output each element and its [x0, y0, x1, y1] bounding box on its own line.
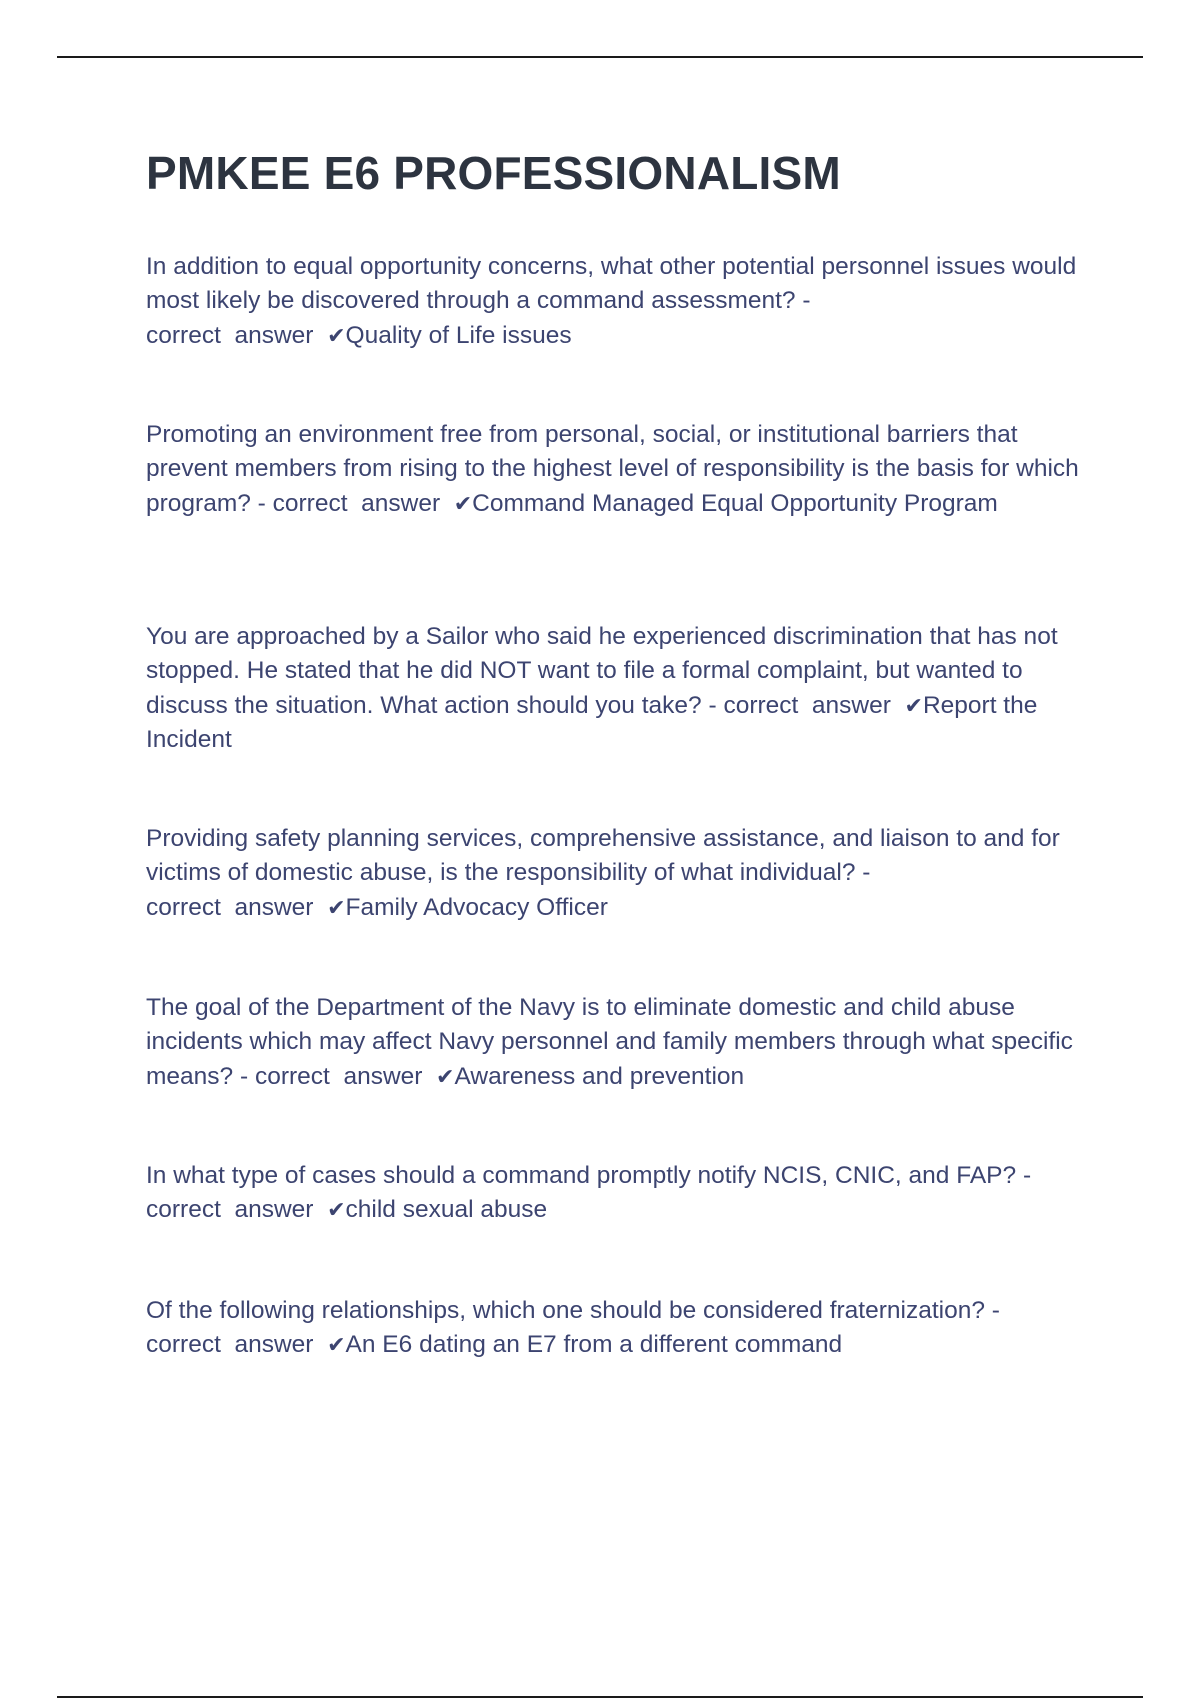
answer-label: correct answer [146, 321, 328, 349]
answer-label: correct answer [272, 489, 454, 517]
bottom-rule [57, 1696, 1143, 1698]
qa-item [146, 250, 1086, 353]
question-text: Providing safety planning services, comprehensive assistance, and liaison to and for victims of domestic abuse, is the responsibility of what individual? [146, 825, 1060, 887]
check-mark-icon: ✔ [436, 1063, 455, 1089]
answer-text: Command Managed Equal Opportunity Program [472, 489, 998, 517]
check-mark-icon: ✔ [327, 1332, 346, 1358]
answer-label: correct answer [723, 691, 905, 719]
separator: - [701, 691, 724, 719]
answer-text: An E6 dating an E7 from a different command [345, 1331, 843, 1359]
qa-item [146, 620, 1086, 757]
answer-label: correct answer [146, 893, 328, 921]
separator: - [1016, 1162, 1032, 1189]
separator: - [855, 859, 871, 887]
answer-label: correct answer [146, 1331, 328, 1359]
question-text: The goal of the Department of the Navy is to eliminate domestic and child abuse incidents which may affect Navy personnel and family members through what specific means? [146, 994, 1073, 1090]
answer-text: child sexual abuse [345, 1196, 548, 1224]
question-text: Promoting an environment free from personal, social, or institutional barriers that prevent members from rising to the highest level of responsibility is the basis for which program? [146, 421, 1079, 517]
check-mark-icon: ✔ [327, 894, 346, 920]
separator: - [250, 489, 273, 517]
qa-item [146, 1294, 1086, 1363]
qa-item [146, 418, 1086, 521]
qa-item [146, 822, 1086, 925]
qa-item [146, 991, 1086, 1094]
answer-text: Quality of Life issues [345, 321, 572, 349]
answer-label: correct answer [146, 1196, 328, 1224]
qa-item [146, 1159, 1086, 1228]
answer-label: correct answer [254, 1062, 437, 1090]
question-text: Of the following relationships, which one should be considered fraternization? [146, 1297, 985, 1324]
check-mark-icon: ✔ [453, 490, 473, 516]
separator: - [795, 287, 811, 315]
separator: - [984, 1297, 1000, 1324]
check-mark-icon: ✔ [327, 1197, 346, 1223]
answer-text: Family Advocacy Officer [345, 893, 608, 921]
separator: - [233, 1062, 255, 1090]
answer-text: Report the Incident [146, 691, 1038, 753]
question-text: You are approached by a Sailor who said he experienced discrimination that has not stopped. He stated that he did NOT want to file a formal complaint, but wanted to discuss the situation. What action should you take? [146, 623, 1058, 719]
check-mark-icon: ✔ [904, 692, 923, 718]
page-title: PMKEE E6 PROFESSIONALISM [146, 147, 841, 199]
question-text: In what type of cases should a command promptly notify NCIS, CNIC, and FAP? [146, 1162, 1017, 1189]
answer-text: Awareness and prevention [454, 1062, 745, 1090]
top-rule [57, 56, 1143, 58]
check-mark-icon: ✔ [327, 322, 346, 348]
question-text: In addition to equal opportunity concerns, what other potential personnel issues would most likely be discovered through a command assessment? [146, 253, 1077, 315]
